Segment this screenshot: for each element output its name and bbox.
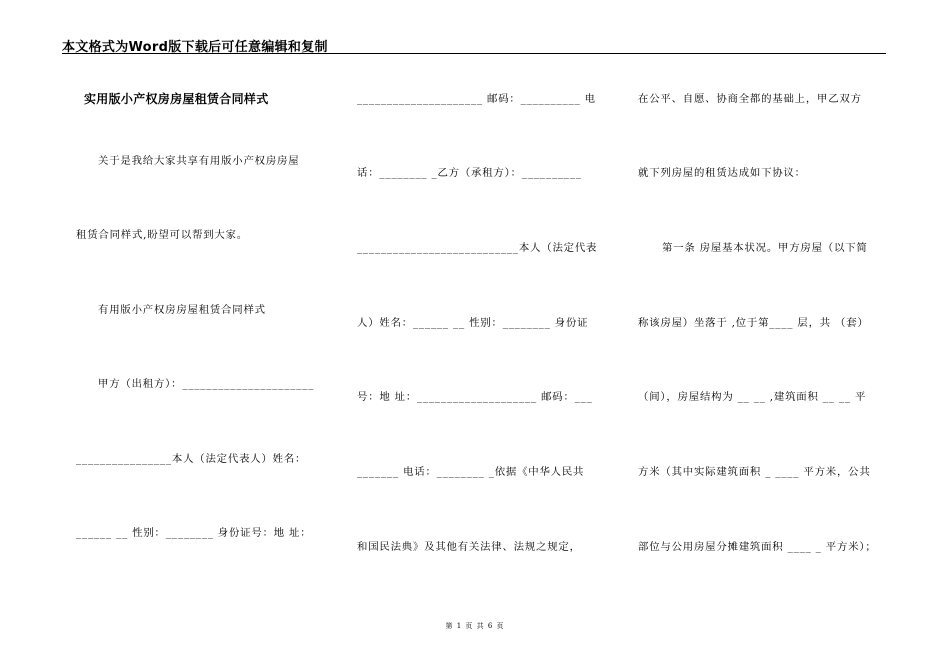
text-line: 在公平、自愿、协商全都的基础上，甲乙双方 [638, 93, 862, 105]
text-line: 话：________ _乙方（承租方）：__________ [357, 167, 582, 179]
text-line: ___________________________本人（法定代表 [357, 242, 598, 254]
text-line: 称该房屋）坐落于 ,位于第____ 层，共 （套） [638, 317, 869, 329]
text-line: _____________________ 邮码：__________ 电 [357, 93, 596, 105]
text-line: 方米（其中实际建筑面积 _ ____ 平方米，公共 [638, 466, 871, 478]
text-line: 第一条 房屋基本状况。甲方房屋（以下简 [662, 242, 868, 254]
page-footer: 第 1 页 共 6 页 [445, 622, 505, 630]
text-line: 甲方（出租方）：______________________ [98, 378, 315, 390]
text-line: （间），房屋结构为 __ __ ,建筑面积 __ __ 平 [638, 391, 867, 403]
text-line: 部位与公用房屋分摊建筑面积 ____ _ 平方米）； [638, 541, 877, 553]
text-line: 就下列房屋的租赁达成如下协议： [638, 167, 806, 179]
text-line: 有用版小产权房房屋租赁合同样式 [98, 304, 266, 316]
text-line: 关于是我给大家共享有用版小产权房房屋 [98, 155, 300, 167]
document-title: 实用版小产权房房屋租赁合同样式 [84, 92, 269, 106]
text-line: _______ 电话：________ _依据《中华人民共 [357, 466, 585, 478]
text-line: ______ __ 性别：________ 身份证号：地 址： [76, 527, 312, 539]
text-line: 租赁合同样式,盼望可以帮到大家。 [76, 229, 248, 241]
text-line: 人）姓名：______ __ 性别：________ 身份证 [357, 317, 589, 329]
text-line: ________________本人（法定代表人）姓名： [76, 453, 307, 465]
document-header: 本文格式为Word版下载后可任意编辑和复制 [62, 36, 886, 54]
text-line: 和国民法典》及其他有关法律、法规之规定， [357, 541, 581, 553]
text-line: 号：地 址：____________________ 邮码：___ [357, 391, 593, 403]
